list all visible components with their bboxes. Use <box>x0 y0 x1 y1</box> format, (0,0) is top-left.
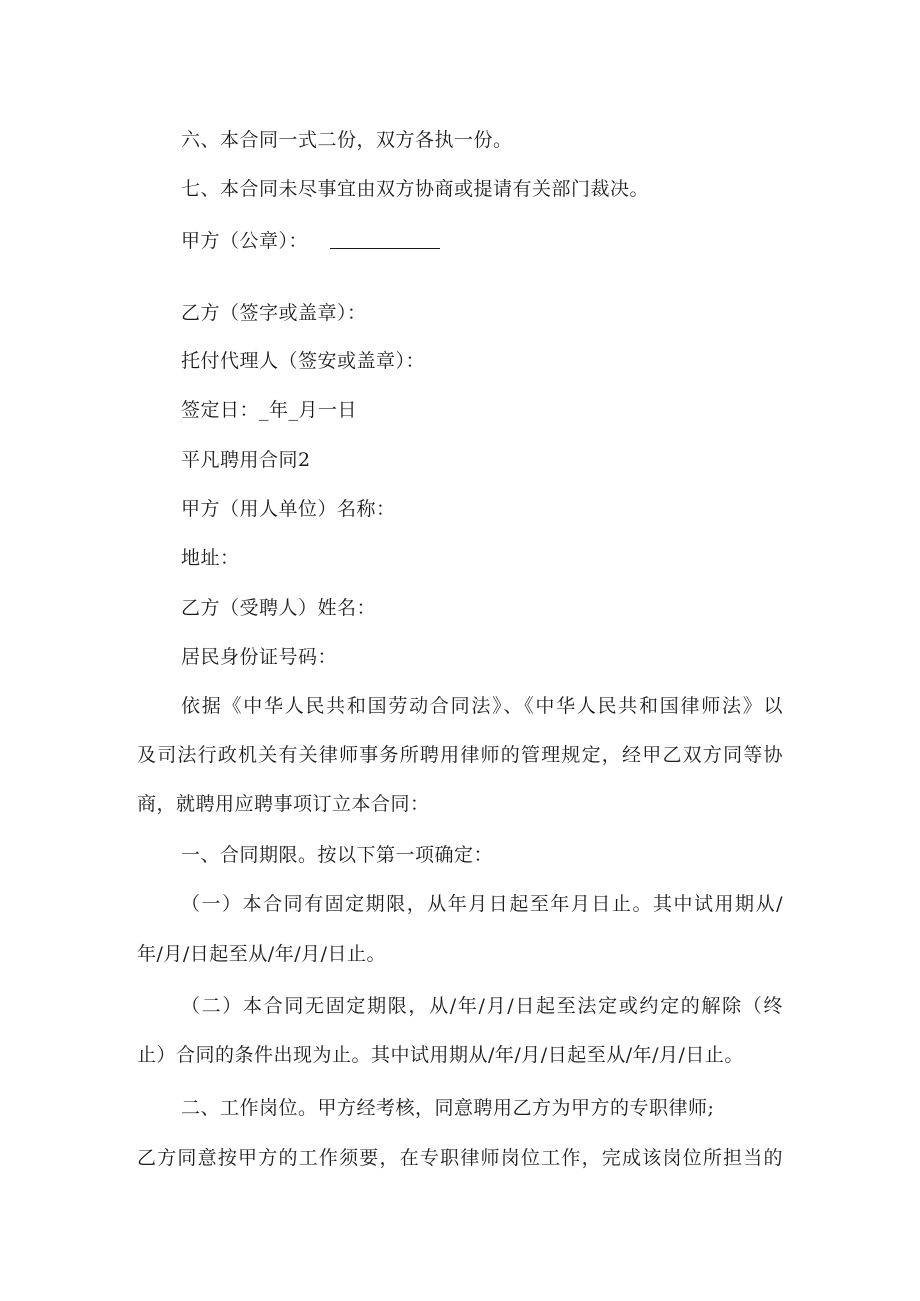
preamble-line-2: 及司法行政机关有关律师事务所聘用律师的管理规定，经甲乙双方同等协 <box>137 744 783 766</box>
contract-2-title: 平凡聘用合同2 <box>181 449 311 471</box>
agent-sign: 托付代理人（签安或盖章）： <box>181 350 426 372</box>
sign-date: 签定日：_年_月一日 <box>181 399 358 421</box>
preamble-line-1: 依据《中华人民共和国劳动合同法》、《中华人民共和国律师法》以 <box>181 695 783 717</box>
term-2-line-a: （二）本合同无固定期限，从/年/月/日起至法定或约定的解除（终 <box>181 995 783 1017</box>
post-line-a: 二、工作岗位。甲方经考核，同意聘用乙方为甲方的专职律师; <box>181 1097 715 1119</box>
clause-6: 六、本合同一式二份，双方各执一份。 <box>181 129 513 151</box>
term-heading: 一、合同期限。按以下第一项确定： <box>181 844 494 866</box>
term-1-line-a: （一）本合同有固定期限，从年月日起至年月日止。其中试用期从/ <box>181 893 783 915</box>
term-2-line-b: 止）合同的条件出现为止。其中试用期从/年/月/日起至从/年/月/日止。 <box>137 1044 744 1066</box>
party-a-name: 甲方（用人单位）名称： <box>181 498 396 520</box>
address: 地址： <box>181 547 240 569</box>
party-b-name: 乙方（受聘人）姓名： <box>181 597 377 619</box>
party-a-seal-label: 甲方（公章）： <box>181 230 309 252</box>
party-a-seal-line <box>181 229 440 253</box>
seal-blank-underline <box>330 230 440 249</box>
term-1-line-b: 年/月/日起至从/年/月/日止。 <box>137 943 387 965</box>
party-b-sign: 乙方（签字或盖章）： <box>181 302 367 324</box>
preamble-line-3: 商，就聘用应聘事项订立本合同： <box>137 793 430 815</box>
clause-7: 七、本合同未尽事宜由双方协商或提请有关部门裁决。 <box>181 178 650 200</box>
id-number: 居民身份证号码： <box>181 646 338 668</box>
post-line-b: 乙方同意按甲方的工作须要，在专职律师岗位工作，完成该岗位所担当的 <box>137 1147 783 1169</box>
